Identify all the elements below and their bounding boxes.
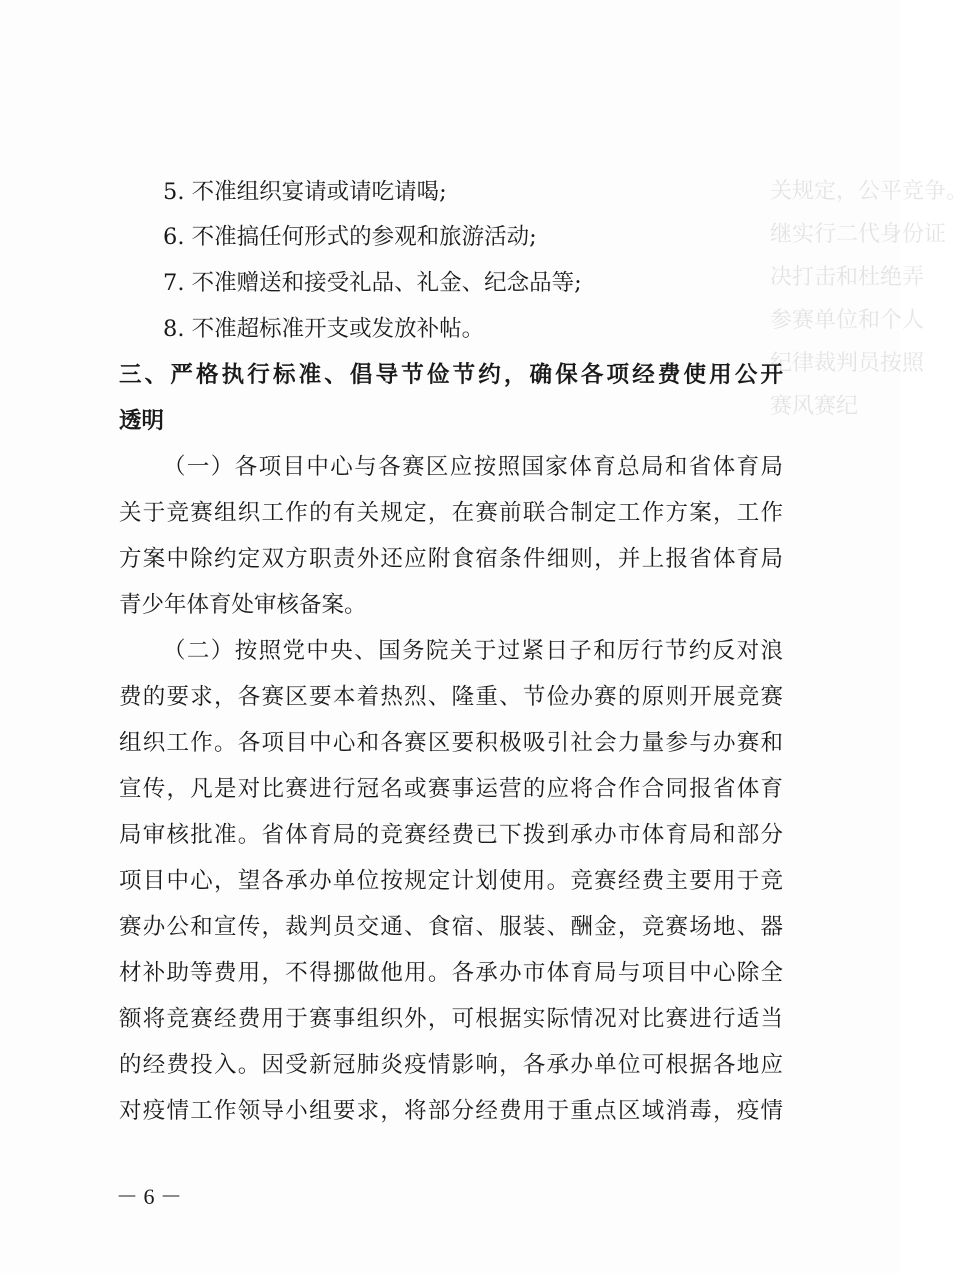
list-item-8: 8. 不准超标准开支或发放补帖。 [163,316,485,342]
paragraph-2-line: 赛办公和宣传，裁判员交通、食宿、服装、酬金，竞赛场地、器 [119,914,783,940]
section-heading-cont: 透明 [119,408,165,434]
paragraph-2-line: 费的要求，各赛区要本着热烈、隆重、节俭办赛的原则开展竞赛 [119,684,783,710]
paragraph-1-line: 青少年体育处审核备案。 [119,592,367,618]
paragraph-2-line: 局审核批准。省体育局的竞赛经费已下拨到承办市体育局和部分 [119,822,783,848]
paragraph-2-line: 额将竞赛经费用于赛事组织外，可根据实际情况对比赛进行适当 [119,1006,783,1032]
paragraph-1-line: 关于竞赛组织工作的有关规定，在赛前联合制定工作方案，工作 [119,500,783,526]
paragraph-2-line: 组织工作。各项目中心和各赛区要积极吸引社会力量参与办赛和 [119,730,783,756]
paragraph-1-line: 方案中除约定双方职责外还应附食宿条件细则，并上报省体育局 [119,546,783,572]
section-heading: 三、严格执行标准、倡导节俭节约，确保各项经费使用公开 [119,362,783,388]
paragraph-2-line: 宣传，凡是对比赛进行冠名或赛事运营的应将合作合同报省体育 [119,776,783,802]
paragraph-2-line: 项目中心，望各承办单位按规定计划使用。竞赛经费主要用于竞 [119,868,783,894]
paragraph-1-line: （一）各项目中心与各赛区应按照国家体育总局和省体育局 [163,454,783,480]
list-item-5: 5. 不准组织宴请或请吃请喝; [163,179,447,205]
list-item-6: 6. 不准搞任何形式的参观和旅游活动; [163,224,537,250]
paragraph-2-line: 的经费投入。因受新冠肺炎疫情影响，各承办单位可根据各地应 [119,1052,783,1078]
bleed-through-text: 关规定，公平竞争。 继实行二代身份证 决打击和杜绝弄 参赛单位和个人 纪律裁判员按照 赛风赛纪 [770,179,968,419]
paragraph-2-line: （二）按照党中央、国务院关于过紧日子和厉行节约反对浪 [163,638,783,664]
page-number: － 6 － [116,1184,183,1209]
paragraph-2-line: 材补助等费用，不得挪做他用。各承办市体育局与项目中心除全 [119,960,783,986]
paragraph-2-line: 对疫情工作领导小组要求，将部分经费用于重点区域消毒，疫情 [119,1098,783,1124]
list-item-7: 7. 不准赠送和接受礼品、礼金、纪念品等; [163,270,582,296]
